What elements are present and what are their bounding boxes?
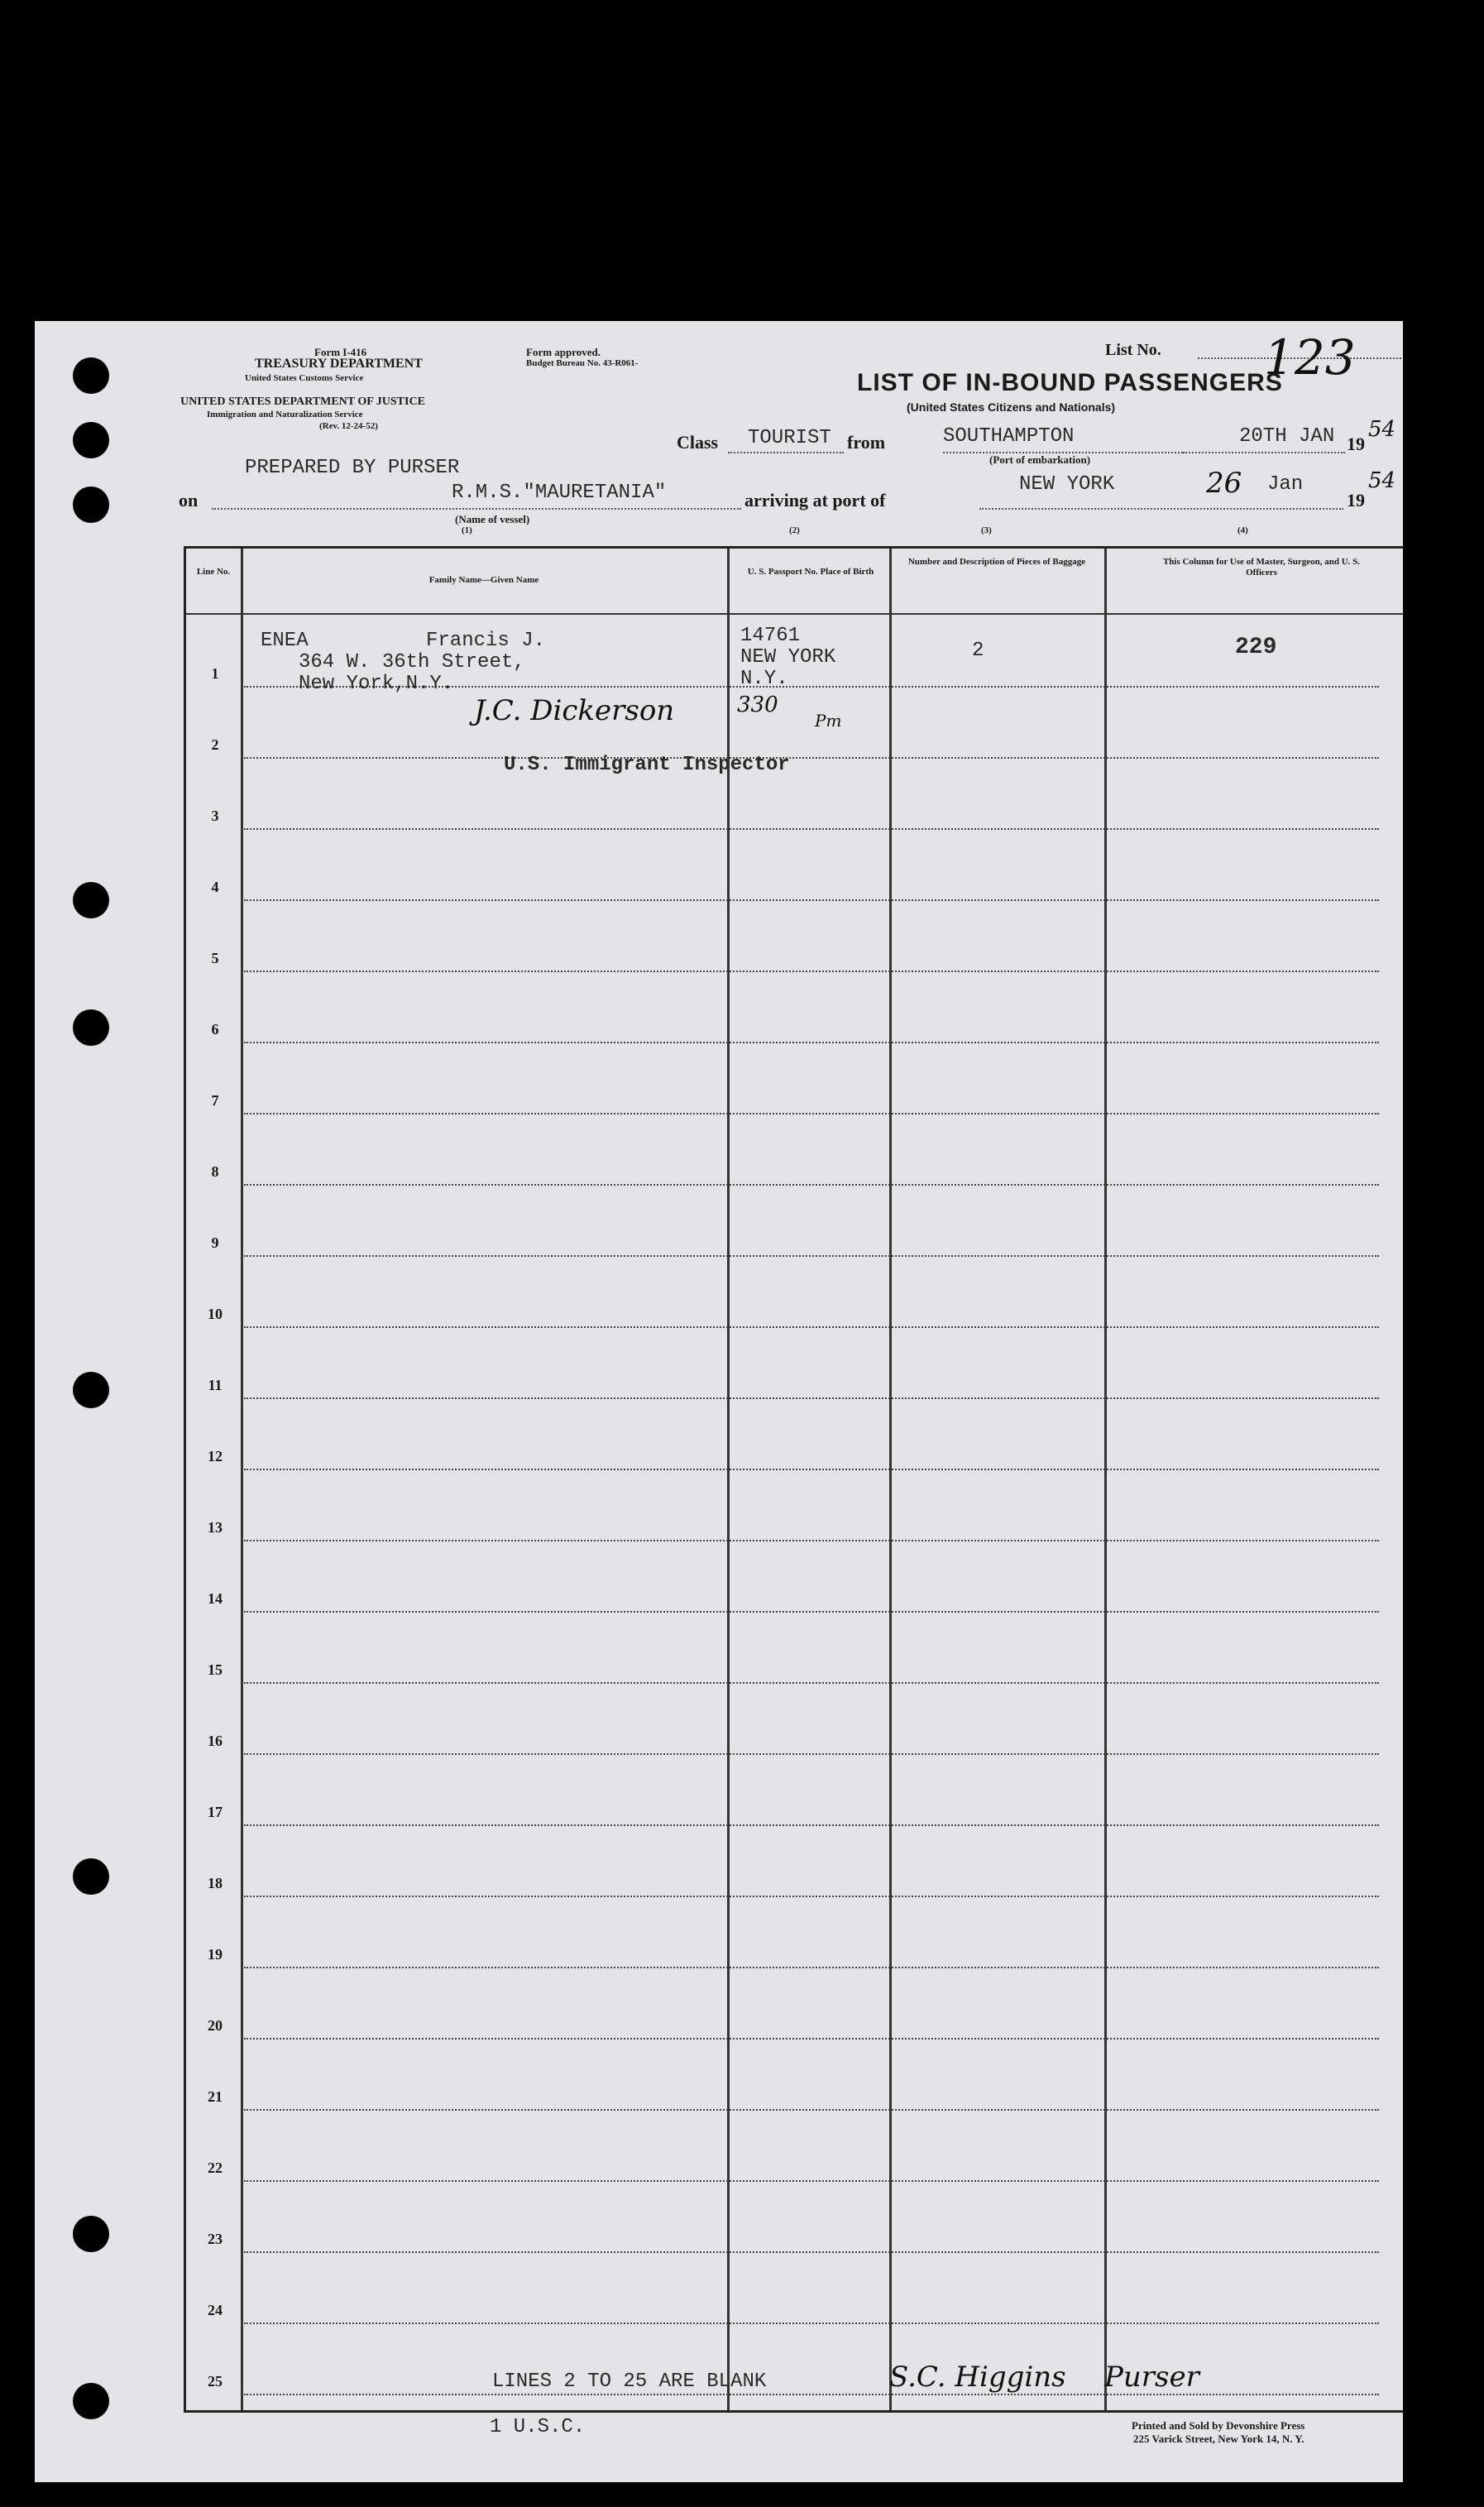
- col-officers: This Column for Use of Master, Surgeon, and U. S. Officers: [1162, 557, 1361, 578]
- line-number: 16: [208, 1733, 223, 1749]
- table-row: [186, 1826, 1404, 1897]
- class-label: Class: [677, 432, 719, 453]
- table-row: [186, 1968, 1404, 2040]
- list-number: 123: [1264, 329, 1356, 386]
- line-number: 9: [211, 1234, 219, 1251]
- class-line: [728, 452, 844, 453]
- line-number: 22: [208, 2159, 223, 2176]
- line-number: 3: [211, 808, 219, 824]
- port-embark-caption: (Port of embarkation): [989, 453, 1091, 466]
- inspector-stamp: U.S. Immigrant Inspector: [504, 754, 790, 776]
- form-approved: Form approved.: [526, 346, 601, 358]
- line-number: 15: [208, 1661, 223, 1678]
- table-row: [186, 1328, 1404, 1399]
- col-num-4: (4): [1237, 525, 1248, 535]
- line-number: 8: [211, 1163, 219, 1180]
- table-row: [186, 2182, 1404, 2253]
- table-row: [186, 1470, 1404, 1541]
- line-number: 20: [208, 2017, 223, 2034]
- given-name: Francis J.: [426, 630, 546, 652]
- prepared-by: PREPARED BY PURSER: [245, 457, 460, 479]
- table-row: [186, 901, 1404, 972]
- line-number: 24: [208, 2302, 223, 2318]
- table-row: [186, 1541, 1404, 1613]
- year-prefix-1: 19: [1347, 434, 1365, 454]
- embark-date: 20TH JAN: [1239, 425, 1335, 448]
- table-row: [186, 1684, 1404, 1755]
- arrival-month: Jan: [1267, 473, 1304, 496]
- line-number: 21: [208, 2088, 223, 2105]
- form-revision: (Rev. 12-24-52): [319, 421, 378, 431]
- col-num-1: (1): [462, 525, 472, 535]
- justice-dept: UNITED STATES DEPARTMENT OF JUSTICE: [180, 395, 425, 408]
- year-prefix-2: 19: [1347, 490, 1365, 511]
- binder-hole: [73, 422, 109, 458]
- vessel-caption: (Name of vessel): [455, 513, 530, 525]
- list-no-label: List No.: [1105, 341, 1161, 359]
- birth-city: NEW YORK: [740, 646, 836, 669]
- ins-service: Immigration and Naturalization Service: [207, 410, 363, 419]
- binder-hole: [73, 2383, 109, 2419]
- table-row: [186, 2040, 1404, 2111]
- header-divider: [186, 613, 1404, 615]
- treasury-dept: TREASURY DEPARTMENT: [255, 357, 423, 371]
- on-label: on: [179, 490, 199, 511]
- table-row: [186, 688, 1404, 759]
- line-number: 18: [208, 1875, 223, 1891]
- hand-note-pm: Pm: [815, 711, 842, 731]
- address-line-1: 364 W. 36th Street,: [299, 651, 525, 673]
- printer-line-1: Printed and Sold by Devonshire Press: [1132, 2419, 1305, 2432]
- arrival-port: NEW YORK: [1019, 473, 1115, 496]
- vessel-line: [212, 508, 741, 510]
- birth-state: N.Y.: [740, 668, 788, 690]
- col-baggage: Number and Description of Pieces of Baggage: [907, 557, 1086, 567]
- usc-note: 1 U.S.C.: [490, 2416, 586, 2438]
- table-row: [186, 1755, 1404, 1826]
- col-passport: U. S. Passport No. Place of Birth: [747, 567, 874, 577]
- year-suffix-2: 54: [1368, 468, 1396, 493]
- arriving-label: arriving at port of: [744, 490, 886, 511]
- address-line-2: New York,N.Y.: [299, 673, 454, 695]
- row-dotted-line: [244, 2394, 1379, 2395]
- vessel-name: R.M.S."MAURETANIA": [452, 482, 667, 504]
- signature-higgins: S.C. Higgins: [889, 2361, 1066, 2394]
- customs-service: United States Customs Service: [245, 373, 364, 383]
- form-number: Form I-416: [314, 346, 367, 358]
- line-number: 25: [208, 2373, 223, 2390]
- binder-hole: [73, 487, 109, 523]
- binder-hole: [73, 2216, 109, 2252]
- line-number: 5: [211, 950, 219, 966]
- line-number: 1: [211, 665, 219, 682]
- binder-hole: [73, 1009, 109, 1046]
- table-row: [186, 759, 1404, 830]
- binder-hole: [73, 357, 109, 394]
- col-line-no: Line No.: [196, 567, 231, 577]
- passenger-table: [184, 546, 1404, 2413]
- binder-hole: [73, 882, 109, 918]
- line-number: 2: [211, 736, 219, 753]
- table-row: [186, 1114, 1404, 1186]
- col-name: Family Name—Given Name: [428, 575, 539, 585]
- from-port: SOUTHAMPTON: [943, 425, 1075, 448]
- baggage-count: 2: [972, 640, 984, 662]
- line-number: 10: [208, 1306, 223, 1322]
- line-number: 4: [211, 879, 219, 895]
- table-row: [186, 1613, 1404, 1684]
- line-number: 13: [208, 1519, 223, 1536]
- table-row: [186, 1043, 1404, 1114]
- budget-bureau: Budget Bureau No. 43-R061-: [526, 358, 639, 368]
- arrival-day: 26: [1206, 467, 1242, 500]
- line-number: 19: [208, 1946, 223, 1963]
- table-row: [186, 2324, 1404, 2395]
- passport-number: 14761: [740, 625, 801, 647]
- embark-date-line: [1183, 452, 1345, 453]
- officer-number: 229: [1235, 635, 1277, 660]
- inspector-signature: J.C. Dickerson: [474, 694, 675, 727]
- class-value: TOURIST: [748, 427, 831, 449]
- col-num-3: (3): [981, 525, 992, 535]
- table-row: [186, 2253, 1404, 2324]
- table-row: [186, 1257, 1404, 1328]
- hand-note-time: 330: [737, 693, 778, 717]
- printer-line-2: 225 Varick Street, New York 14, N. Y.: [1133, 2433, 1304, 2445]
- table-row: [186, 972, 1404, 1043]
- form-title: LIST OF IN-BOUND PASSENGERS: [857, 369, 1283, 396]
- line-number: 17: [208, 1804, 223, 1820]
- line-number: 23: [208, 2231, 223, 2247]
- blank-lines-note: LINES 2 TO 25 ARE BLANK: [492, 2370, 767, 2393]
- line-number: 14: [208, 1590, 223, 1607]
- signature-purser: Purser: [1104, 2361, 1199, 2394]
- table-row: [186, 2111, 1404, 2182]
- family-name: ENEA: [261, 630, 309, 652]
- year-suffix-1: 54: [1368, 417, 1396, 442]
- binder-hole: [73, 1858, 109, 1895]
- from-label: from: [847, 432, 886, 453]
- arrival-line: [979, 508, 1343, 510]
- line-number: 11: [208, 1377, 223, 1393]
- table-row: [186, 1186, 1404, 1257]
- binder-hole: [73, 1372, 109, 1408]
- line-number: 6: [211, 1021, 219, 1038]
- form-subtitle: (United States Citizens and Nationals): [907, 400, 1116, 414]
- line-number: 12: [208, 1448, 223, 1464]
- col-num-2: (2): [789, 525, 800, 535]
- line-number: 7: [211, 1092, 219, 1109]
- table-row: [186, 1897, 1404, 1968]
- table-row: [186, 1399, 1404, 1470]
- table-row: [186, 830, 1404, 901]
